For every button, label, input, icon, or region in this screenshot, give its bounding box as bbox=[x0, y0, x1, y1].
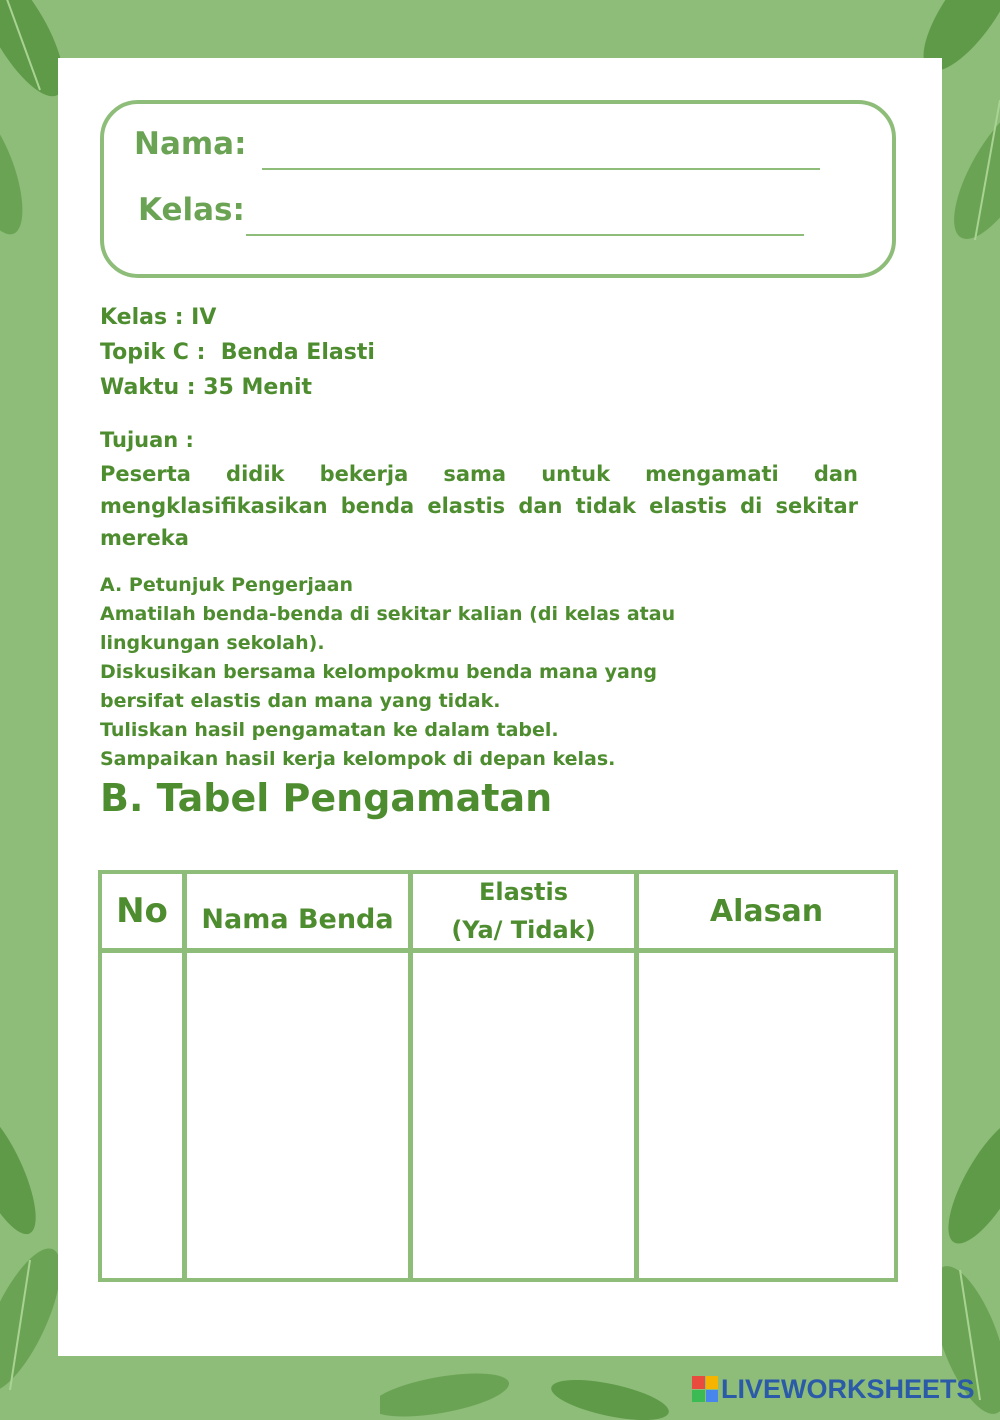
kelas-label: Kelas: bbox=[138, 192, 245, 228]
tujuan-text: Peserta didik bekerja sama untuk mengamati dan mengklasifikasikan benda elastis dan tidak elastis di sekitar mereka bbox=[100, 462, 858, 550]
waktu-info: Waktu : 35 Menit bbox=[100, 375, 313, 400]
leaf-decoration-bottom-center bbox=[380, 1350, 680, 1420]
table-cell-no[interactable] bbox=[102, 953, 182, 1278]
kelas-info: Kelas : IV bbox=[100, 305, 217, 330]
table-border-right bbox=[894, 870, 898, 1282]
petunjuk-line: bersifat elastis dan mana yang tidak. bbox=[100, 690, 501, 712]
tujuan-label: Tujuan : bbox=[100, 428, 194, 452]
observation-table bbox=[98, 870, 898, 1282]
petunjuk-line: lingkungan sekolah). bbox=[100, 632, 325, 654]
nama-label: Nama: bbox=[134, 126, 247, 162]
petunjuk-title: A. Petunjuk Pengerjaan bbox=[100, 574, 354, 596]
header-elastis-line2: (Ya/ Tidak) bbox=[451, 916, 596, 944]
watermark-text: LIVEWORKSHEETS bbox=[721, 1373, 975, 1404]
topik-info: Topik C : Benda Elasti bbox=[100, 340, 375, 365]
nama-input-line[interactable] bbox=[262, 168, 820, 170]
table-cell-elastis[interactable] bbox=[413, 953, 634, 1278]
table-border-bottom bbox=[98, 1278, 898, 1282]
header-no: No bbox=[116, 891, 168, 931]
header-elastis-line1: Elastis bbox=[478, 878, 569, 906]
liveworksheets-watermark bbox=[692, 1372, 975, 1406]
petunjuk-line: Diskusikan bersama kelompokmu benda mana yang bbox=[100, 661, 657, 683]
petunjuk-line: Amatilah benda-benda di sekitar kalian (di kelas atau bbox=[100, 603, 676, 625]
tabel-title: B. Tabel Pengamatan bbox=[100, 776, 553, 820]
header-nama-benda: Nama Benda bbox=[201, 903, 394, 935]
table-cell-alasan[interactable] bbox=[639, 953, 894, 1278]
header-alasan: Alasan bbox=[709, 893, 824, 929]
kelas-input-line[interactable] bbox=[246, 234, 804, 236]
petunjuk-line: Sampaikan hasil kerja kelompok di depan kelas. bbox=[100, 748, 616, 770]
petunjuk-line: Tuliskan hasil pengamatan ke dalam tabel. bbox=[100, 719, 559, 741]
liveworksheets-logo-icon bbox=[692, 1376, 718, 1402]
table-cell-nama-benda[interactable] bbox=[187, 953, 408, 1278]
